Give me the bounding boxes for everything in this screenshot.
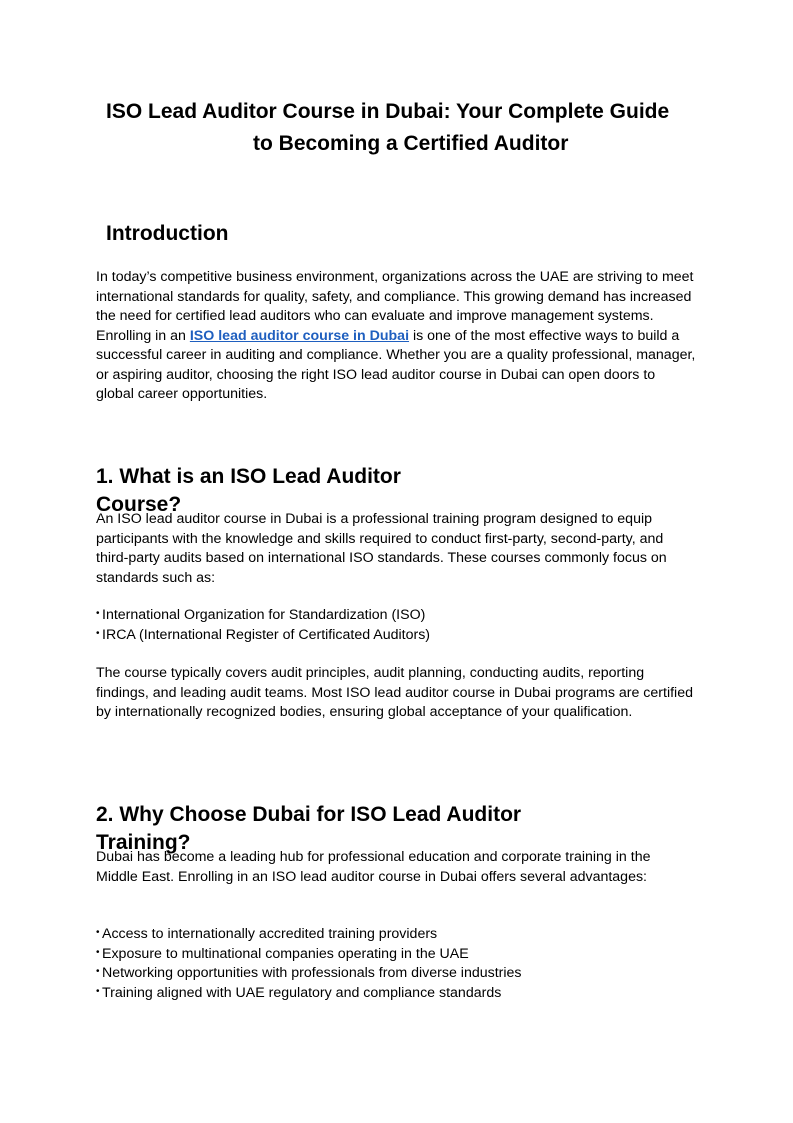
list-item xyxy=(96,984,522,1004)
list-item-text: Networking opportunities with professionals from diverse industries xyxy=(102,965,522,981)
list-item-text: Training aligned with UAE regulatory and compliance standards xyxy=(102,984,502,1001)
iso-course-link[interactable]: ISO lead auditor course in Dubai xyxy=(189,327,410,344)
section2-paragraph: Dubai has become a leading hub for professional education and corporate training in the Middle East. Enrolling in an ISO lead auditor course in Dubai offers several advantages: xyxy=(96,849,651,885)
list-item xyxy=(96,964,522,984)
bullet-icon: • xyxy=(96,608,100,619)
intro-text-before-link: In today’s competitive business environment, organizations across the UAE are striving to meet international standards for quality, safety, and compliance. This growing demand has increased the need for certified lead auditors who can evaluate and improve management systems. Enrolling in an xyxy=(96,269,694,344)
section2-heading-line-2: Training? xyxy=(96,831,191,854)
introduction-paragraph xyxy=(96,268,696,405)
list-item xyxy=(96,945,522,965)
document-title-line-1: ISO Lead Auditor Course in Dubai: Your Complete Guide xyxy=(106,100,670,123)
section1-heading-line-2: Course? xyxy=(96,493,182,516)
bullet-icon: • xyxy=(96,985,100,997)
list-item xyxy=(96,606,430,626)
bullet-icon: • xyxy=(96,946,100,958)
list-item-text: IRCA (International Register of Certificated Auditors) xyxy=(102,626,431,643)
bullet-icon: • xyxy=(96,627,100,639)
introduction-heading: Introduction xyxy=(106,222,229,245)
section1-paragraph-2: The course typically covers audit principles, audit planning, conducting audits, reporting findings, and leading audit teams. Most ISO lead auditor course in Dubai programs are certified by internationally recognized bodies, ensuring global acceptance of your qualification. xyxy=(96,665,693,720)
section1-heading-line-1: 1. What is an ISO Lead Auditor xyxy=(96,465,401,488)
section2-heading-line-1: 2. Why Choose Dubai for ISO Lead Auditor xyxy=(96,803,522,826)
section2-bullet-list xyxy=(96,925,522,1003)
section1-paragraph: An ISO lead auditor course in Dubai is a professional training program designed to equip participants with the knowledge and skills required to conduct first-party, second-party, and third-party audits based on international ISO standards. These courses commonly focus on standards such as: xyxy=(96,511,667,586)
list-item xyxy=(96,626,430,646)
list-item-text: International Organization for Standardization (ISO) xyxy=(102,607,426,623)
document-title-line-2: to Becoming a Certified Auditor xyxy=(253,132,569,155)
list-item-text: Exposure to multinational companies operating in the UAE xyxy=(102,945,469,962)
list-item-text: Access to internationally accredited training providers xyxy=(102,926,438,942)
bullet-icon: • xyxy=(96,966,100,977)
intro-text-after-link: is one of the most effective ways to build a successful career in auditing and compliance. Whether you are a quality professional, manager, or aspiring auditor, choosing the right ISO lead auditor course in Dubai can open doors to global career opportunities. xyxy=(96,327,696,402)
bullet-icon: • xyxy=(96,927,100,938)
section1-bullet-list xyxy=(96,606,430,645)
list-item xyxy=(96,925,522,945)
